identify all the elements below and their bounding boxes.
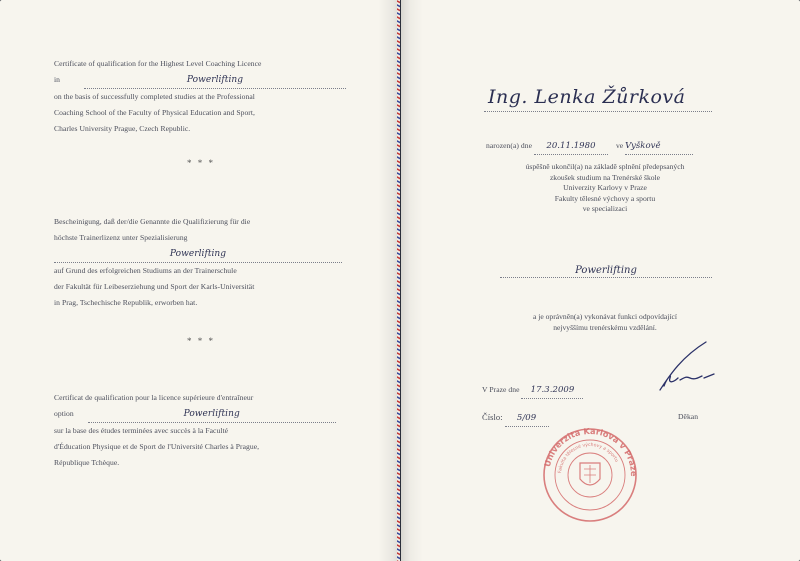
en-specialization-field	[84, 72, 346, 89]
date-field	[521, 382, 583, 399]
born-place-label: ve	[615, 141, 624, 150]
de-line6: in Prag, Tschechische Republik, erworben hat.	[54, 298, 198, 307]
born-row	[486, 138, 726, 155]
fr-specialization-field	[88, 406, 336, 423]
en-in-row	[54, 72, 354, 89]
separator-2: * * *	[187, 336, 215, 346]
stamp-text: Univerzita Karlova v Praze	[541, 425, 640, 477]
de-specialization-field	[54, 246, 342, 263]
cz-line-6: a je oprávněn(a) vykonávat funkci odpovídající	[532, 312, 678, 321]
cz-text-2	[470, 312, 740, 333]
born-date: 20.11.1980	[546, 141, 596, 151]
separator-1: * * *	[187, 158, 215, 168]
en-block	[54, 56, 354, 137]
cz-text-1	[480, 162, 730, 215]
fr-block	[54, 390, 354, 471]
fr-option-row	[54, 406, 354, 423]
place-date-label: V Praze dne	[482, 385, 520, 394]
fr-line4: d'Éducation Physique et de Sport de l'Université Charles à Prague,	[54, 442, 260, 451]
fr-line5: République Tchèque.	[54, 458, 120, 467]
en-line1: Certificate of qualification for the Highest Level Coaching Licence	[54, 59, 262, 68]
cz-line-2: zkoušek studium na Trenérské škole	[549, 172, 661, 182]
de-line4: auf Grund des erfolgreichen Studiums an der Trainerschule	[54, 266, 237, 275]
cz-specialization: Powerlifting	[575, 265, 637, 276]
en-line4: Coaching School of the Faculty of Physical Education and Sport,	[54, 108, 255, 117]
cz-line-5: ve specializaci	[582, 204, 628, 213]
binding-cord	[395, 0, 403, 561]
fr-line1: Certificat de qualification pour la licence supérieure d'entraîneur	[54, 393, 254, 402]
fr-line3: sur la base des études terminées avec succès à la Faculté	[54, 426, 229, 435]
de-specialization: Powerlifting	[169, 249, 227, 259]
born-date-field	[534, 138, 608, 155]
cz-specialization-row	[500, 266, 712, 278]
number-label: Číslo:	[482, 412, 503, 422]
fr-option-label: option	[54, 409, 74, 418]
cz-line-7: nejvyššímu trenérskému vzdělání.	[553, 322, 657, 332]
cz-line-3: Univerzity Karlovy v Praze	[563, 183, 647, 192]
issue-date: 17.3.2009	[530, 385, 575, 395]
de-line2: höchste Trainerlizenz unter Spezialisierung	[54, 233, 188, 242]
born-place-field	[625, 138, 693, 155]
en-line5: Charles University Prague, Czech Republic.	[54, 124, 191, 133]
en-line3: on the basis of successfully completed studies at the Professional	[54, 92, 255, 101]
holder-name: Ing. Lenka Žůrková	[488, 86, 686, 108]
de-line5: der Fakultät für Leibeserziehung und Sport der Karls-Universität	[54, 282, 255, 291]
en-specialization: Powerlifting	[186, 75, 244, 85]
holder-name-underline	[484, 111, 712, 112]
de-spec-row	[54, 246, 354, 263]
signer-title: Děkan	[678, 412, 699, 421]
born-place: Vyškově	[625, 141, 661, 151]
fr-specialization: Powerlifting	[183, 409, 240, 419]
en-in-label: in	[54, 75, 61, 84]
cz-line-1: úspěšně ukončil(a) na základě splnění předepsaných	[525, 162, 685, 171]
place-date-row	[482, 382, 622, 399]
spine-shadow-right	[401, 0, 423, 561]
dean-signature	[650, 338, 720, 398]
de-block	[54, 214, 354, 311]
cz-specialization-field	[500, 266, 712, 278]
cz-line-4: Fakulty tělesné výchovy a sportu	[554, 193, 656, 203]
stamp-subtext: Fakulta tělesné výchovy a sportu	[558, 442, 619, 474]
de-line1: Bescheinigung, daß der/die Genannte die Qualifizierung für die	[54, 217, 251, 226]
born-label: narozen(a) dne	[486, 141, 533, 150]
university-stamp	[535, 423, 645, 523]
cert-number: 5/09	[516, 413, 537, 423]
